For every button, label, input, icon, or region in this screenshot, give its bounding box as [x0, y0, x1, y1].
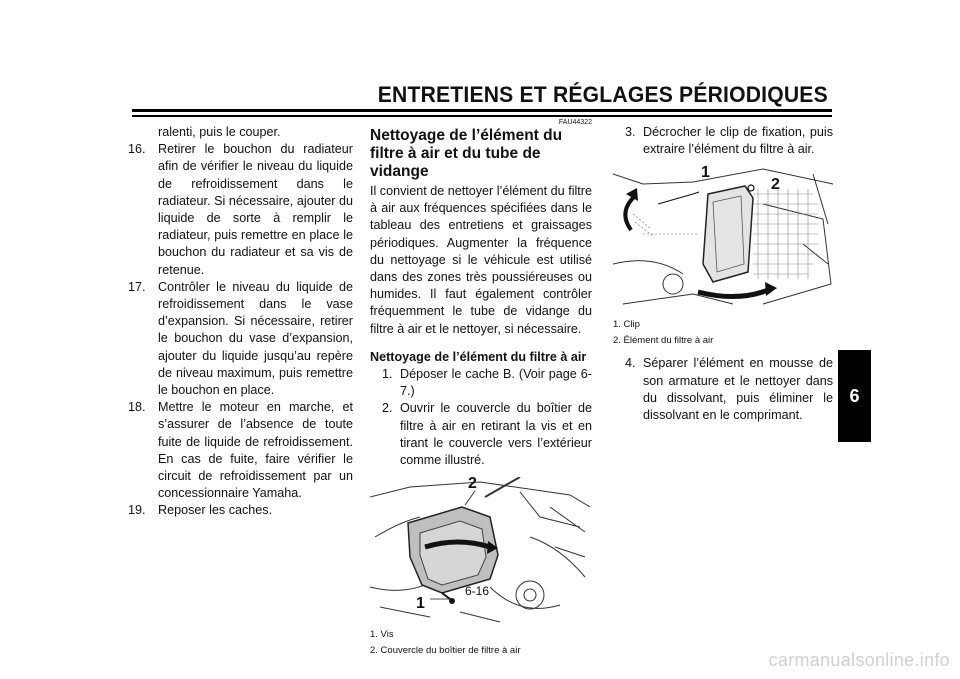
- list-item: [128, 141, 353, 279]
- air-filter-element-illustration: [613, 164, 833, 309]
- figure-caption: [613, 317, 833, 349]
- header-rule-thick: [132, 109, 832, 112]
- item-text: Reposer les caches.: [158, 503, 273, 518]
- list-item: [128, 502, 353, 519]
- item-number: 17.: [128, 279, 146, 294]
- step-text: Ouvrir le couvercle du boîtier de filtre à air en retirant la vis et en tirant le couvercle vers l’extérieur comme illustré.: [400, 401, 592, 468]
- caption-line-1: 1. Vis: [370, 629, 394, 641]
- column-3: [613, 124, 833, 424]
- step-number: 2.: [382, 401, 393, 416]
- page-header-title: ENTRETIENS ET RÉGLAGES PÉRIODIQUES: [377, 82, 828, 107]
- header-rule-thin: [132, 115, 832, 117]
- list-item: [128, 399, 353, 502]
- list-item: [613, 355, 833, 424]
- caption-line-1: 1. Clip: [613, 319, 640, 331]
- list-item: [370, 366, 592, 400]
- list-item: [613, 124, 833, 158]
- section-heading: Nettoyage de l’élément du filtre à air et du tube de vidange: [370, 127, 563, 180]
- figure-air-filter-element: [613, 164, 833, 309]
- figure-label-2: 2: [771, 176, 780, 194]
- caption-line-2: 2. Couvercle du boîtier de filtre à air: [370, 645, 521, 657]
- column-2: [370, 119, 592, 659]
- step-text: Séparer l’élément en mousse de son armature et le nettoyer dans du dissolvant, puis éliminer le dissolvant en le comprimant.: [643, 356, 833, 423]
- item-text: Contrôler le niveau du liquide de refroidissement dans le vase d’expansion. Si nécessaire, retirer le bouchon du vase d’expansion, ajouter du liquide jusqu’au repère de niveau maximum, puis remettre le bouchon en place.: [158, 279, 353, 398]
- sub-heading: Nettoyage de l’élément du filtre à air: [370, 349, 587, 364]
- step-number: 3.: [625, 125, 636, 139]
- step-text: Déposer le cache B. (Voir page 6-7.): [400, 367, 592, 399]
- item-number: 18.: [128, 400, 146, 415]
- figure-label-1: 1: [701, 164, 710, 182]
- chapter-tab[interactable]: [838, 350, 871, 442]
- col1-intro: ralenti, puis le couper.: [158, 125, 281, 139]
- caption-line-2: 2. Élément du filtre à air: [613, 335, 714, 347]
- section-code: FAU44322: [558, 119, 592, 126]
- figure-label-2: 2: [468, 475, 477, 493]
- step-text: Décrocher le clip de fixation, puis extraire l’élément du filtre à air.: [643, 125, 833, 157]
- chapter-tab-label: 6: [849, 385, 860, 406]
- step-number: 4.: [625, 356, 636, 371]
- item-number: 16.: [128, 142, 146, 157]
- list-item: [128, 279, 353, 399]
- figure-label-1: 1: [416, 595, 425, 613]
- figure-caption: [370, 627, 592, 659]
- section-paragraph: Il convient de nettoyer l’élément du filtre à air aux fréquences spécifiées dans le tableau des entretiens et graissages périodiques. Augmenter la fréquence du nettoyage si le véhicule est utilisé dans des zones très poussiéreuses ou humides. Il faut également contrôler fréquemment le tube de vidange du filtre à air et le nettoyer, si nécessaire.: [370, 184, 592, 336]
- item-text: Retirer le bouchon du radiateur afin de vérifier le niveau du liquide de refroidissement dans le radiateur. Si nécessaire, ajouter du liquide de sorte à remplir le radiateur, puis remettre en place le bouchon du radiateur et sa vis de retenue.: [158, 142, 353, 277]
- item-number: 19.: [128, 503, 146, 518]
- air-box-cover-illustration: [370, 477, 590, 625]
- page-number: 6-16: [465, 584, 490, 598]
- step-number: 1.: [382, 367, 393, 382]
- column-1: [128, 124, 353, 520]
- figure-air-box-cover: [370, 477, 590, 625]
- watermark: carmanualsonline.info: [768, 650, 950, 670]
- item-text: Mettre le moteur en marche, et s’assurer de l’absence de toute fuite de liquide de refroidissement. En cas de fuite, faire vérifier le circuit de refroidissement par un concessionnaire Yamaha.: [158, 400, 353, 501]
- list-item: [370, 400, 592, 469]
